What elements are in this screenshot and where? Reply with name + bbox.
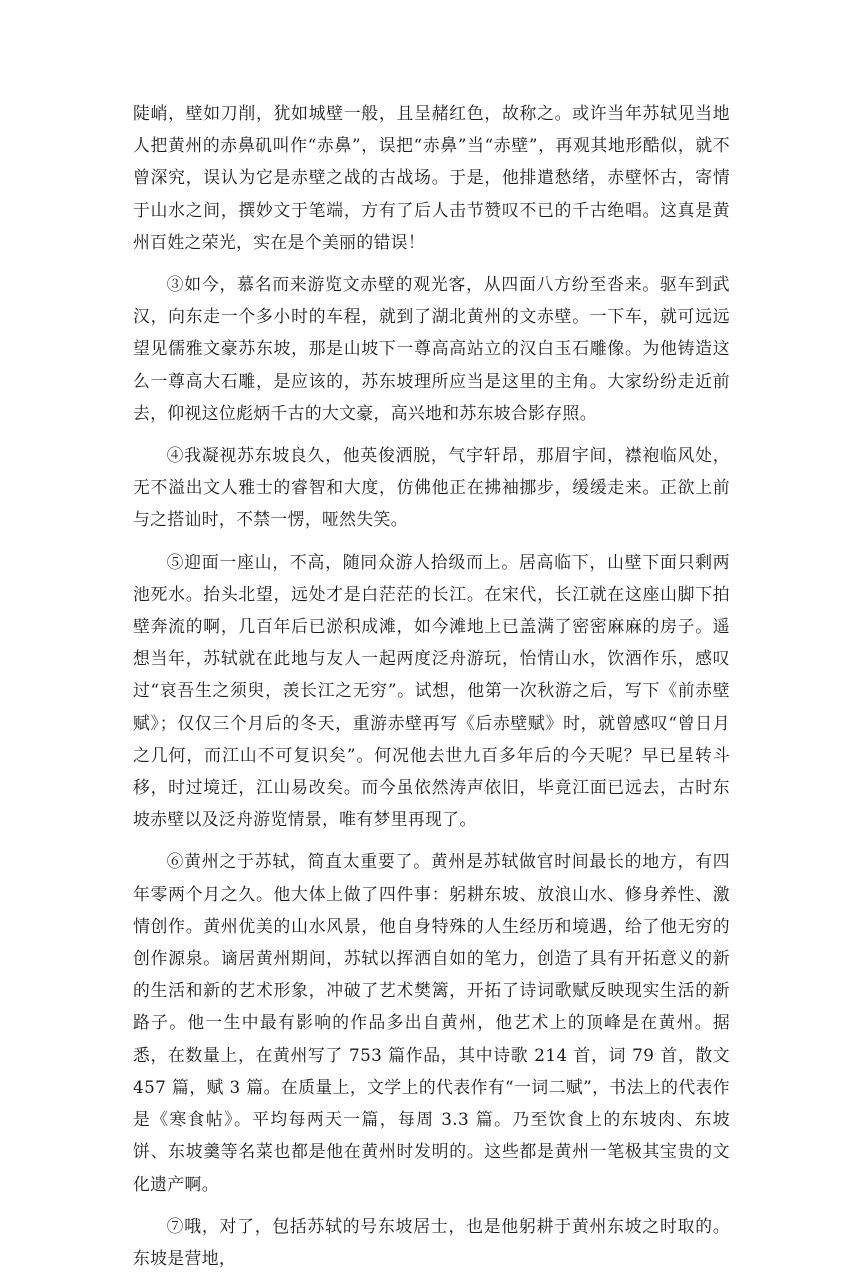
paragraph-4: ④我凝视苏东坡良久，他英俊洒脱，气宇轩昂，那眉宇间，襟袍临风处，无不溢出文人雅士的睿智和大度，仿佛他正在拂袖挪步，缓缓走来。正欲上前与之搭讪时，不禁一愣，哑然失笑。 [133, 445, 730, 530]
paragraph-continued: 陡峭，壁如刀削，犹如城壁一般，且呈赭红色，故称之。或许当年苏轼见当地人把黄州的赤鼻矶叫作“赤鼻”，误把“赤鼻”当“赤壁”，再观其地形酷似，就不曾深究，误认为它是赤壁之战的古战场。于是，他排遣愁绪，赤壁怀古，寄情于山水之间，撰妙文于笔端，方有了后人击节赞叹不已的千古绝唱。这真是黄州百姓之荣光，实在是个美丽的错误！ [133, 103, 730, 252]
paragraph-5: ⑤迎面一座山，不高，随同众游人拾级而上。居高临下，山壁下面只剩两池死水。抬头北望，远处才是白茫茫的长江。在宋代，长江就在这座山脚下拍壁奔流的啊，几百年后已淤积成滩，如今滩地上已盖满了密密麻麻的房子。遥想当年，苏轼就在此地与友人一起两度泛舟游玩，怡情山水，饮酒作乐，感叹过“哀吾生之须臾，羡长江之无穷”。试想，他第一次秋游之后，写下《前赤壁赋》；仅仅三个月后的冬天，重游赤壁再写《后赤壁赋》时，就曾感叹“曾日月之几何，而江山不可复识矣”。何况他去世九百多年后的今天呢？早已星转斗移，时过境迁，江山易改矣。而今虽依然涛声依旧，毕竟江面已远去，古时东坡赤壁以及泛舟游览情景，唯有梦里再现了。 [133, 551, 730, 830]
paragraph-6: ⑥黄州之于苏轼，简直太重要了。黄州是苏轼做官时间最长的地方，有四年零两个月之久。他大体上做了四件事：躬耕东坡、放浪山水、修身养性、激情创作。黄州优美的山水风景，他自身特殊的人生经历和境遇，给了他无穷的创作源泉。谪居黄州期间，苏轼以挥洒自如的笔力，创造了具有开拓意义的新的生活和新的艺术形象，冲破了艺术樊篱，开拓了诗词歌赋反映现实生活的新路子。他一生中最有影响的作品多出自黄州，他艺术上的顶峰是在黄州。据悉，在数量上，在黄州写了 753 篇作品，其中诗歌 214 首，词 79 首，散文 457 篇，赋 3 篇。在质量上，文学上的代表作有“一词二赋”，书法上的代表作是《寒食帖》。平均每两天一篇，每周 3.3 篇。乃至饮食上的东坡肉、东坡饼、东坡羹等名菜也都是他在黄州时发明的。这些都是黄州一笔极其宝贵的文化遗产啊。 [133, 851, 730, 1194]
article-body [133, 97, 730, 1284]
paragraph-7: ⑦哦，对了，包括苏轼的号东坡居士，也是他躬耕于黄州东坡之时取的。东坡是营地， [133, 1215, 730, 1268]
paragraph-3: ③如今，慕名而来游览文赤壁的观光客，从四面八方纷至沓来。驱车到武汉，向东走一个多小时的车程，就到了湖北黄州的文赤壁。一下车，就可远远望见儒雅文豪苏东坡，那是山坡下一尊高高站立的汉白玉石雕像。为他铸造这么一尊高大石雕，是应该的，苏东坡理所应当是这里的主角。大家纷纷走近前去，仰视这位彪炳千古的大文豪，高兴地和苏东坡合影存照。 [133, 274, 730, 423]
